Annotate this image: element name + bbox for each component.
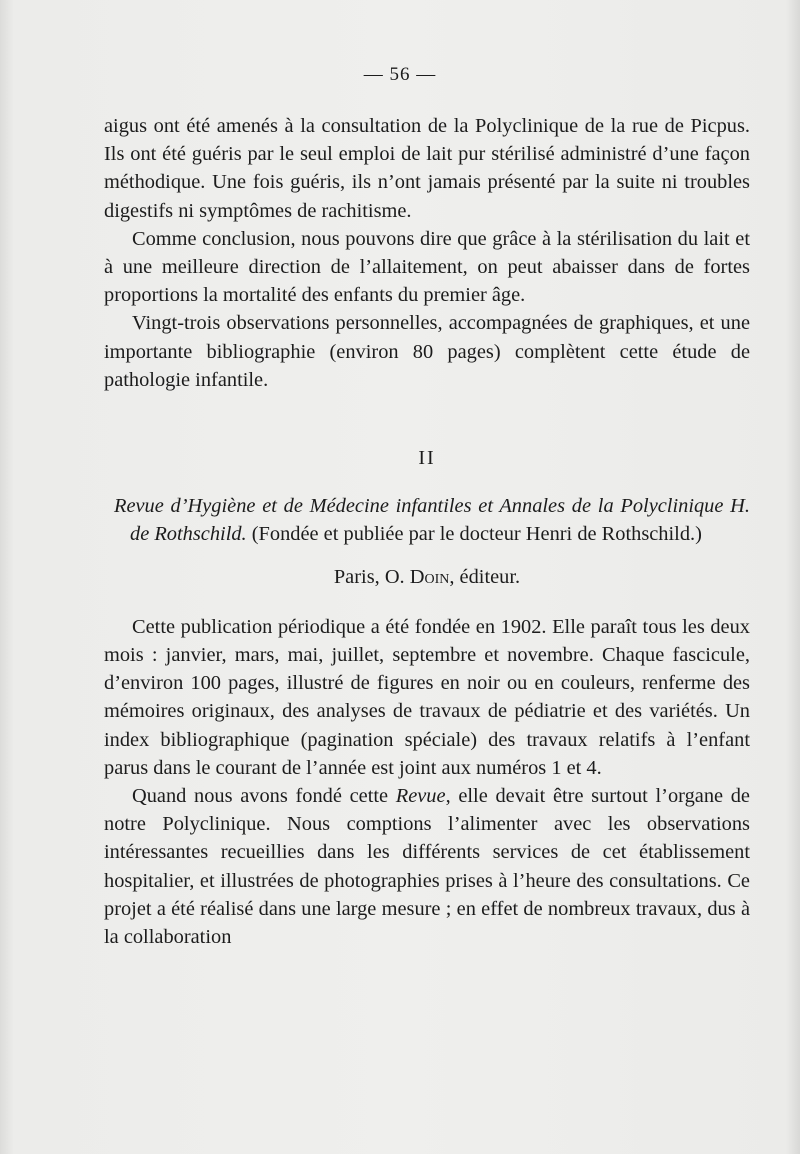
publisher-role: , éditeur. bbox=[449, 565, 521, 588]
paragraph-2: Comme conclusion, nous pouvons dire que grâce à la stérilisation du lait et à une meilleure direction de l’allaitement, on peut abaisser dans de fortes proportions la mortalité des enfants du premier âge. bbox=[104, 227, 750, 307]
page-body bbox=[104, 112, 750, 951]
publisher-line bbox=[104, 563, 750, 591]
paragraph-5-rest: , elle devait être surtout l’organe de notre Polyclinique. Nous comptions l’alimenter avec les observations intéressantes recueillies dans les différents services de cet établissement hospitalier, et illustrées de photographies prises à l’heure des consultations. Ce projet a été réalisé dans une large mesure ; en effet de nombreux travaux, dus à la collaboration bbox=[104, 785, 750, 949]
journal-title bbox=[104, 492, 750, 548]
publisher-name: Doin bbox=[409, 565, 450, 588]
paragraph-5-italic: Revue bbox=[395, 785, 446, 808]
paragraph-4: Cette publication périodique a été fondée en 1902. Elle paraît tous les deux mois : janvier, mars, mai, juillet, septembre et novembre. Chaque fascicule, d’environ 100 pages, illustré de figures en noir ou en couleurs, renferme des mémoires originaux, des analyses de travaux de pédiatrie et des variétés. Un index bibliographique (pagination spéciale) des travaux relatifs à l’enfant parus dans le courant de l’année est joint aux numéros 1 et 4. bbox=[104, 615, 750, 779]
section-number: II bbox=[418, 447, 436, 470]
paragraph-3: Vingt-trois observations personnelles, accompagnées de graphiques, et une importante bibliographie (environ 80 pages) complètent cette étude de pathologie infantile. bbox=[104, 312, 750, 391]
paragraph-1: aigus ont été amenés à la consultation de la Polyclinique de la rue de Picpus. Ils ont été guéris par le seul emploi de lait pur stérilisé administré d’une façon méthodique. Une fois guéris, ils n’ont jamais présenté par la suite ni troubles digestifs ni symptômes de rachitisme. bbox=[104, 115, 750, 222]
paragraph-5-start: Quand nous avons fondé cette bbox=[132, 785, 396, 808]
publisher-city: Paris, O. bbox=[333, 565, 410, 588]
journal-title-italic: Revue d’Hygiène et de Médecine infantiles et Annales de la Polyclinique H. de Rothschild. bbox=[114, 495, 750, 546]
paragraph-5 bbox=[104, 782, 750, 951]
journal-title-rest: (Fondée et publiée par le docteur Henri de Rothschild.) bbox=[246, 523, 702, 546]
page-number: — 56 — bbox=[363, 64, 437, 85]
